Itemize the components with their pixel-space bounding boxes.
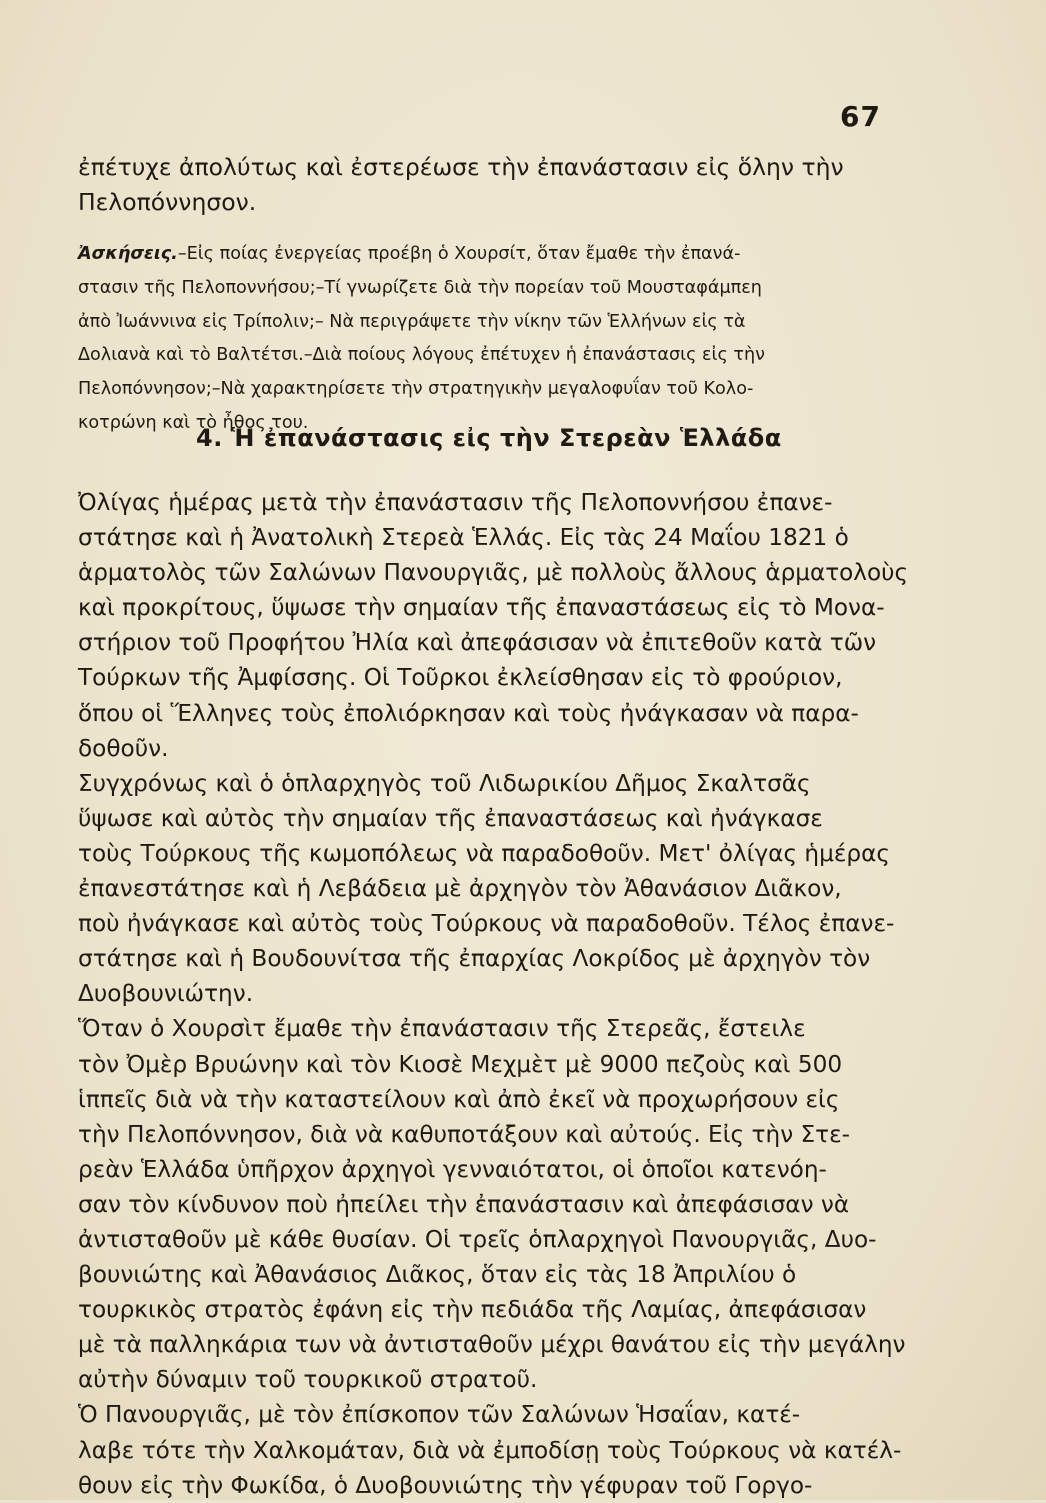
text-line: Πελοπόννησον. bbox=[78, 188, 257, 216]
text-line: τουρκικὸς στρατὸς ἐφάνη εἰς τὴν πεδιάδα τῆς Λαμίας, ἀπεφάσισαν bbox=[78, 1296, 867, 1324]
text-line: Ὀλίγας ἡμέρας μετὰ τὴν ἐπανάστασιν τῆς Πελοποννήσου ἐπανε- bbox=[78, 489, 833, 516]
text-line: τὸν Ὀμὲρ Βρυώνην καὶ τὸν Κιοσὲ Μεχμὲτ μὲ 9000 πεζοὺς καὶ 500 bbox=[78, 1050, 843, 1078]
text-line: στασιν τῆς Πελοποννήσου;–Τί γνωρίζετε διὰ τὴν πορείαν τοῦ Μουσταφάμπεη bbox=[78, 277, 762, 298]
text-line: –Εἰς ποίας ἐνεργείας προέβη ὁ Χουρσίτ, ὅταν ἔμαθε τὴν ἐπανά- bbox=[177, 244, 741, 264]
text-line: Ὅταν ὁ Χουρσὶτ ἔμαθε τὴν ἐπανάστασιν τῆς Στερεᾶς, ἔστειλε bbox=[78, 1015, 806, 1043]
text-line: ἐπανεστάτησε καὶ ἡ Λεβάδεια μὲ ἀρχηγὸν τὸν Ἀθανάσιον Διᾶκον, bbox=[78, 875, 842, 903]
text-line: καὶ προκρίτους, ὕψωσε τὴν σημαίαν τῆς ἐπαναστάσεως εἰς τὸ Μονα- bbox=[78, 594, 885, 622]
section-body bbox=[78, 485, 908, 1503]
text-line: σαν τὸν κίνδυνον ποὺ ἠπείλει τὴν ἐπανάστασιν καὶ ἀπεφάσισαν νὰ bbox=[78, 1190, 850, 1218]
text-line: ἐπέτυχε ἀπολύτως καὶ ἐστερέωσε τὴν ἐπανάστασιν εἰς ὅλην τὴν bbox=[78, 153, 844, 181]
text-line: θουν εἰς τὴν Φωκίδα, ὁ Δυοβουνιώτης τὴν γέφυραν τοῦ Γοργο- bbox=[78, 1471, 813, 1499]
text-line: μὲ τὰ παλληκάρια των νὰ ἀντισταθοῦν μέχρι θανάτου εἰς τὴν μεγάλην bbox=[78, 1331, 906, 1359]
text-line: ἁρματολὸς τῶν Σαλώνων Πανουργιᾶς, μὲ πολλοὺς ἄλλους ἁρματολοὺς bbox=[78, 559, 909, 587]
text-line: ἱππεῖς διὰ νὰ τὴν καταστείλουν καὶ ἀπὸ ἐκεῖ νὰ προχωρήσουν εἰς bbox=[78, 1085, 840, 1113]
text-line: λαβε τότε τὴν Χαλκομάταν, διὰ νὰ ἐμποδίσῃ τοὺς Τούρκους νὰ κατέλ- bbox=[78, 1436, 902, 1464]
text-line: Τούρκων τῆς Ἀμφίσσης. Οἱ Τοῦρκοι ἐκλείσθησαν εἰς τὸ φρούριον, bbox=[78, 664, 843, 692]
text-line: ἀντισταθοῦν μὲ κάθε θυσίαν. Οἱ τρεῖς ὁπλαρχηγοὶ Πανουργιᾶς, Δυο- bbox=[78, 1225, 877, 1253]
text-line: Ὁ Πανουργιᾶς, μὲ τὸν ἐπίσκοπον τῶν Σαλώνων Ἡσαΐαν, κατέ- bbox=[78, 1401, 801, 1429]
text-line: δοθοῦν. bbox=[78, 734, 169, 762]
text-line: Δυοβουνιώτην. bbox=[78, 980, 254, 1008]
text-line: στήριον τοῦ Προφήτου Ἠλία καὶ ἀπεφάσισαν νὰ ἐπιτεθοῦν κατὰ τῶν bbox=[78, 629, 877, 657]
exercises-paragraph bbox=[78, 238, 908, 441]
section-heading: 4. Ἡ ἐπανάστασις εἰς τὴν Στερεὰν Ἑλλάδα bbox=[196, 424, 782, 452]
text-line: κοτρώνη καὶ τὸ ἦθος του. bbox=[78, 412, 309, 433]
intro-paragraph bbox=[78, 150, 908, 220]
text-line: στάτησε καὶ ἡ Βουδουνίτσα τῆς ἐπαρχίας Λοκρίδος μὲ ἀρχηγὸν τὸν bbox=[78, 945, 871, 973]
text-line: ὅπου οἱ Ἕλληνες τοὺς ἐπολιόρκησαν καὶ τοὺς ἠνάγκασαν νὰ παρα- bbox=[78, 699, 859, 727]
text-line: βουνιώτης καὶ Ἀθανάσιος Διᾶκος, ὅταν εἰς τὰς 18 Ἀπριλίου ὁ bbox=[78, 1261, 797, 1289]
text-line: ποὺ ἠνάγκασε καὶ αὐτὸς τοὺς Τούρκους νὰ παραδοθοῦν. Τέλος ἐπανε- bbox=[78, 910, 895, 938]
exercises-label: Ἀσκήσεις. bbox=[78, 244, 178, 264]
text-line: ὕψωσε καὶ αὐτὸς τὴν σημαίαν τῆς ἐπαναστάσεως καὶ ἠνάγκασε bbox=[78, 804, 823, 832]
text-line: στάτησε καὶ ἡ Ἀνατολικὴ Στερεὰ Ἑλλάς. Εἰς τὰς 24 Μαΐου 1821 ὁ bbox=[78, 524, 849, 552]
text-line: Δολιανὰ καὶ τὸ Βαλτέτσι.–Διὰ ποίους λόγους ἐπέτυχεν ἡ ἐπανάστασις εἰς τὴν bbox=[78, 345, 765, 366]
page-number: 67 bbox=[840, 100, 881, 133]
text-line: τοὺς Τούρκους τῆς κωμοπόλεως νὰ παραδοθοῦν. Μετ' ὀλίγας ἡμέρας bbox=[78, 839, 891, 867]
text-line: ἀπὸ Ἰωάννινα εἰς Τρίπολιν;– Νὰ περιγράψετε τὴν νίκην τῶν Ἑλλήνων εἰς τὰ bbox=[78, 311, 746, 332]
text-line: Συγχρόνως καὶ ὁ ὁπλαρχηγὸς τοῦ Λιδωρικίου Δῆμος Σκαλτσᾶς bbox=[78, 769, 811, 797]
text-line: ρεὰν Ἑλλάδα ὑπῆρχον ἀρχηγοὶ γενναιότατοι, οἱ ὁποῖοι κατενόη- bbox=[78, 1155, 827, 1183]
exercises-first-line bbox=[78, 238, 908, 272]
text-line: τὴν Πελοπόννησον, διὰ νὰ καθυποτάξουν καὶ αὐτούς. Εἰς τὴν Στε- bbox=[78, 1120, 851, 1148]
text-line: Πελοπόννησον;–Νὰ χαρακτηρίσετε τὴν στρατηγικὴν μεγαλοφυΐαν τοῦ Κολο- bbox=[78, 379, 754, 400]
text-line: αὐτὴν δύναμιν τοῦ τουρκικοῦ στρατοῦ. bbox=[78, 1366, 538, 1394]
